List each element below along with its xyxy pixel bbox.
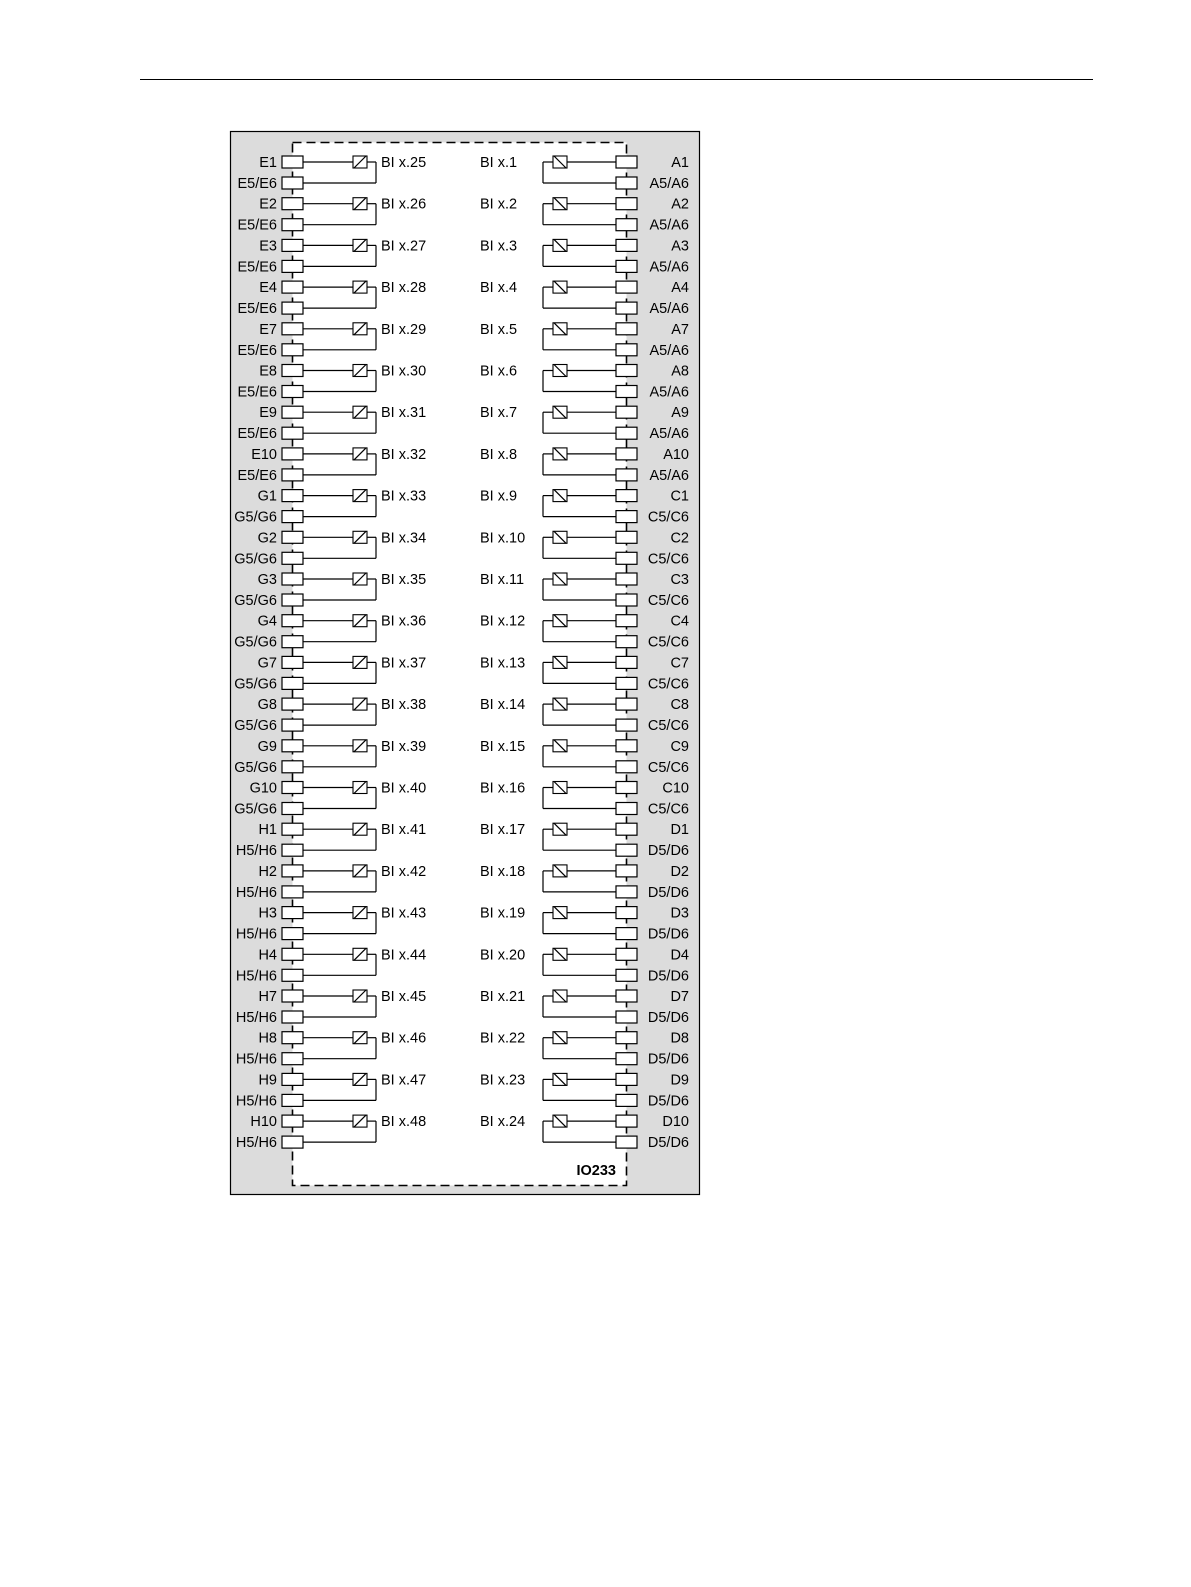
left-terminal-block: [282, 573, 303, 585]
left-input-label: BI x.26: [381, 196, 427, 213]
left-terminal-label: H9: [258, 1072, 277, 1089]
right-input-label: BI x.13: [480, 655, 526, 672]
left-common-label: E5/E6: [237, 342, 277, 359]
right-common-block: [616, 219, 637, 231]
right-terminal-label: C1: [670, 488, 689, 505]
left-common-block: [282, 177, 303, 189]
right-common-label: A5/A6: [649, 467, 689, 484]
right-terminal-block: [616, 782, 637, 794]
left-common-block: [282, 511, 303, 523]
left-terminal-label: G8: [257, 697, 277, 714]
left-terminal-label: E8: [259, 363, 277, 380]
left-terminal-block: [282, 1115, 303, 1127]
left-common-label: G5/G6: [234, 593, 277, 609]
right-common-label: A5/A6: [649, 217, 689, 234]
left-common-block: [282, 928, 303, 940]
module-label: IO233: [576, 1163, 616, 1179]
left-common-label: H5/H6: [235, 884, 277, 901]
left-common-block: [282, 1053, 303, 1065]
right-common-block: [616, 469, 637, 481]
right-terminal-block: [616, 948, 637, 960]
right-common-block: [616, 677, 637, 689]
left-input-label: BI x.32: [381, 446, 427, 463]
right-terminal-label: C4: [670, 613, 689, 630]
left-common-label: G5/G6: [234, 509, 277, 526]
right-input-label: BI x.3: [480, 238, 518, 255]
left-common-block: [282, 969, 303, 981]
left-terminal-block: [282, 990, 303, 1002]
left-common-label: E5/E6: [237, 176, 277, 192]
left-common-block: [282, 677, 303, 689]
right-terminal-label: D9: [670, 1072, 689, 1089]
left-terminal-block: [282, 156, 303, 168]
left-input-label: BI x.44: [381, 947, 427, 964]
right-terminal-block: [616, 1115, 637, 1127]
right-terminal-label: D4: [670, 947, 689, 964]
left-input-label: BI x.37: [381, 655, 427, 672]
left-common-block: [282, 344, 303, 356]
right-common-label: D5/D6: [647, 926, 689, 943]
left-common-label: G5/G6: [234, 551, 277, 568]
right-terminal-label: D10: [662, 1114, 689, 1131]
left-input-label: BI x.40: [381, 780, 427, 797]
left-input-label: BI x.25: [381, 155, 427, 171]
right-common-label: C5/C6: [647, 759, 689, 776]
right-terminal-label: A8: [671, 363, 689, 380]
right-terminal-label: D7: [670, 989, 689, 1005]
right-common-label: A5/A6: [649, 176, 689, 192]
left-common-block: [282, 1094, 303, 1106]
right-terminal-block: [616, 156, 637, 168]
right-common-label: D5/D6: [647, 1135, 689, 1152]
left-common-label: G5/G6: [234, 801, 277, 818]
right-common-label: D5/D6: [647, 843, 689, 860]
left-terminal-block: [282, 323, 303, 335]
left-terminal-label: G7: [257, 655, 277, 672]
left-terminal-block: [282, 698, 303, 710]
right-terminal-label: A10: [663, 446, 689, 463]
right-input-label: BI x.14: [480, 697, 526, 714]
right-common-label: C5/C6: [647, 718, 689, 735]
right-common-label: D5/D6: [647, 1010, 689, 1026]
right-terminal-block: [616, 656, 637, 668]
left-common-label: E5/E6: [237, 467, 277, 484]
left-input-label: BI x.35: [381, 572, 427, 588]
right-common-block: [616, 511, 637, 523]
right-terminal-block: [616, 990, 637, 1002]
left-terminal-label: G1: [257, 488, 277, 505]
left-terminal-block: [282, 1073, 303, 1085]
right-common-block: [616, 969, 637, 981]
left-terminal-label: E9: [259, 405, 277, 422]
left-terminal-label: H1: [258, 822, 277, 839]
left-common-block: [282, 552, 303, 564]
left-terminal-label: E7: [259, 321, 277, 338]
left-input-label: BI x.38: [381, 697, 427, 714]
right-input-label: BI x.23: [480, 1072, 526, 1089]
right-common-label: A5/A6: [649, 426, 689, 443]
left-common-block: [282, 386, 303, 398]
right-input-label: BI x.15: [480, 738, 526, 755]
right-common-block: [616, 636, 637, 648]
left-common-block: [282, 719, 303, 731]
right-common-label: D5/D6: [647, 968, 689, 985]
right-common-block: [616, 260, 637, 272]
right-terminal-block: [616, 531, 637, 543]
right-common-block: [616, 1136, 637, 1148]
right-common-block: [616, 1053, 637, 1065]
right-terminal-block: [616, 406, 637, 418]
right-input-label: BI x.10: [480, 530, 526, 547]
left-common-label: H5/H6: [235, 843, 277, 860]
right-terminal-block: [616, 1073, 637, 1085]
right-common-block: [616, 594, 637, 606]
left-common-block: [282, 1011, 303, 1023]
left-terminal-label: H3: [258, 905, 277, 922]
right-terminal-block: [616, 823, 637, 835]
right-terminal-label: D3: [670, 905, 689, 922]
right-common-label: C5/C6: [647, 593, 689, 609]
left-input-label: BI x.34: [381, 530, 427, 547]
left-common-block: [282, 302, 303, 314]
right-common-label: D5/D6: [647, 884, 689, 901]
right-terminal-label: C8: [670, 697, 689, 714]
left-input-label: BI x.39: [381, 738, 427, 755]
left-common-label: G5/G6: [234, 676, 277, 693]
left-common-label: H5/H6: [235, 926, 277, 943]
right-common-label: C5/C6: [647, 634, 689, 651]
right-terminal-label: A1: [671, 155, 689, 171]
right-input-label: BI x.17: [480, 822, 526, 839]
right-common-block: [616, 386, 637, 398]
left-terminal-block: [282, 490, 303, 502]
left-common-block: [282, 594, 303, 606]
right-input-label: BI x.4: [480, 280, 518, 297]
left-terminal-label: E3: [259, 238, 277, 255]
right-terminal-block: [616, 323, 637, 335]
left-terminal-block: [282, 865, 303, 877]
left-common-label: E5/E6: [237, 301, 277, 318]
right-input-label: BI x.9: [480, 488, 518, 505]
right-terminal-block: [616, 698, 637, 710]
left-terminal-label: G4: [257, 613, 277, 630]
right-input-label: BI x.19: [480, 905, 526, 922]
left-terminal-label: E4: [259, 280, 277, 297]
left-terminal-block: [282, 656, 303, 668]
left-common-block: [282, 219, 303, 231]
left-input-label: BI x.46: [381, 1030, 427, 1047]
right-terminal-block: [616, 615, 637, 627]
left-input-label: BI x.31: [381, 405, 427, 422]
right-input-label: BI x.11: [480, 572, 525, 588]
left-input-label: BI x.47: [381, 1072, 427, 1089]
right-terminal-label: A3: [671, 238, 689, 255]
left-terminal-block: [282, 907, 303, 919]
right-common-block: [616, 427, 637, 439]
left-common-block: [282, 886, 303, 898]
right-terminal-block: [616, 740, 637, 752]
left-common-label: G5/G6: [234, 634, 277, 651]
left-common-label: E5/E6: [237, 384, 277, 401]
left-common-block: [282, 427, 303, 439]
right-terminal-label: C2: [670, 530, 689, 547]
left-common-label: H5/H6: [235, 1093, 277, 1110]
left-common-label: H5/H6: [235, 968, 277, 985]
left-common-block: [282, 636, 303, 648]
left-input-label: BI x.41: [381, 822, 427, 839]
left-common-label: E5/E6: [237, 259, 277, 276]
left-common-label: G5/G6: [234, 759, 277, 776]
left-terminal-block: [282, 198, 303, 210]
left-input-label: BI x.27: [381, 238, 427, 255]
right-terminal-block: [616, 907, 637, 919]
right-terminal-block: [616, 573, 637, 585]
right-terminal-label: C9: [670, 738, 689, 755]
left-common-label: E5/E6: [237, 217, 277, 234]
left-common-label: G5/G6: [234, 718, 277, 735]
left-terminal-label: H4: [258, 947, 277, 964]
right-input-label: BI x.20: [480, 947, 526, 964]
right-common-label: A5/A6: [649, 384, 689, 401]
right-terminal-label: C7: [670, 655, 689, 672]
left-common-label: H5/H6: [235, 1135, 277, 1152]
left-terminal-block: [282, 740, 303, 752]
right-common-block: [616, 1011, 637, 1023]
left-terminal-block: [282, 1032, 303, 1044]
right-terminal-block: [616, 490, 637, 502]
left-terminal-block: [282, 948, 303, 960]
right-terminal-label: C10: [662, 780, 689, 797]
left-terminal-label: H10: [250, 1114, 277, 1131]
right-common-label: C5/C6: [647, 509, 689, 526]
right-terminal-block: [616, 198, 637, 210]
right-common-label: D5/D6: [647, 1051, 689, 1068]
right-terminal-label: A2: [671, 196, 689, 213]
left-input-label: BI x.45: [381, 989, 427, 1005]
right-common-block: [616, 302, 637, 314]
right-terminal-label: A9: [671, 405, 689, 422]
left-common-label: H5/H6: [235, 1010, 277, 1026]
left-input-label: BI x.28: [381, 280, 427, 297]
right-common-label: C5/C6: [647, 801, 689, 818]
right-input-label: BI x.2: [480, 196, 518, 213]
left-terminal-block: [282, 823, 303, 835]
right-common-block: [616, 1094, 637, 1106]
left-terminal-label: H2: [258, 863, 277, 880]
left-terminal-label: E10: [251, 446, 277, 463]
left-common-block: [282, 844, 303, 856]
right-common-block: [616, 552, 637, 564]
right-input-label: BI x.7: [480, 405, 518, 422]
left-terminal-label: E2: [259, 196, 277, 213]
right-common-block: [616, 844, 637, 856]
left-input-label: BI x.42: [381, 863, 427, 880]
right-input-label: BI x.1: [480, 155, 518, 171]
left-terminal-block: [282, 281, 303, 293]
left-terminal-block: [282, 448, 303, 460]
left-terminal-block: [282, 615, 303, 627]
module-boundary: [293, 143, 627, 1186]
left-input-label: BI x.48: [381, 1114, 427, 1131]
right-input-label: BI x.5: [480, 321, 518, 338]
right-common-label: D5/D6: [647, 1093, 689, 1110]
right-common-label: C5/C6: [647, 676, 689, 693]
left-terminal-label: G9: [257, 738, 277, 755]
left-common-block: [282, 761, 303, 773]
right-common-label: C5/C6: [647, 551, 689, 568]
right-terminal-label: D1: [670, 822, 689, 839]
right-input-label: BI x.8: [480, 446, 518, 463]
left-terminal-block: [282, 239, 303, 251]
left-terminal-label: G3: [257, 572, 277, 588]
right-input-label: BI x.18: [480, 863, 526, 880]
right-input-label: BI x.12: [480, 613, 526, 630]
right-common-label: A5/A6: [649, 342, 689, 359]
right-common-block: [616, 719, 637, 731]
right-common-label: A5/A6: [649, 301, 689, 318]
right-terminal-block: [616, 365, 637, 377]
left-terminal-block: [282, 531, 303, 543]
left-terminal-label: H8: [258, 1030, 277, 1047]
right-input-label: BI x.16: [480, 780, 526, 797]
left-common-block: [282, 803, 303, 815]
left-terminal-block: [282, 406, 303, 418]
left-common-block: [282, 260, 303, 272]
left-input-label: BI x.43: [381, 905, 427, 922]
left-common-label: E5/E6: [237, 426, 277, 443]
right-terminal-block: [616, 448, 637, 460]
right-common-block: [616, 761, 637, 773]
right-terminal-label: D8: [670, 1030, 689, 1047]
left-terminal-label: H7: [258, 989, 277, 1005]
right-terminal-block: [616, 281, 637, 293]
left-terminal-label: G10: [249, 780, 277, 797]
right-common-block: [616, 803, 637, 815]
right-input-label: BI x.24: [480, 1114, 526, 1131]
right-terminal-label: C3: [670, 572, 689, 588]
right-terminal-block: [616, 239, 637, 251]
right-common-label: A5/A6: [649, 259, 689, 276]
right-input-label: BI x.21: [480, 989, 526, 1005]
right-input-label: BI x.22: [480, 1030, 526, 1047]
right-input-label: BI x.6: [480, 363, 518, 380]
left-terminal-block: [282, 782, 303, 794]
right-terminal-label: D2: [670, 863, 689, 880]
left-input-label: BI x.29: [381, 321, 427, 338]
left-common-label: H5/H6: [235, 1051, 277, 1068]
right-common-block: [616, 886, 637, 898]
right-common-block: [616, 928, 637, 940]
right-common-block: [616, 177, 637, 189]
right-common-block: [616, 344, 637, 356]
left-terminal-label: G2: [257, 530, 277, 547]
left-terminal-block: [282, 365, 303, 377]
right-terminal-label: A7: [671, 321, 689, 338]
left-terminal-label: E1: [259, 155, 277, 171]
right-terminal-label: A4: [671, 280, 689, 297]
left-common-block: [282, 1136, 303, 1148]
right-terminal-block: [616, 865, 637, 877]
left-input-label: BI x.33: [381, 488, 427, 505]
left-input-label: BI x.30: [381, 363, 427, 380]
right-terminal-block: [616, 1032, 637, 1044]
left-common-block: [282, 469, 303, 481]
left-input-label: BI x.36: [381, 613, 427, 630]
